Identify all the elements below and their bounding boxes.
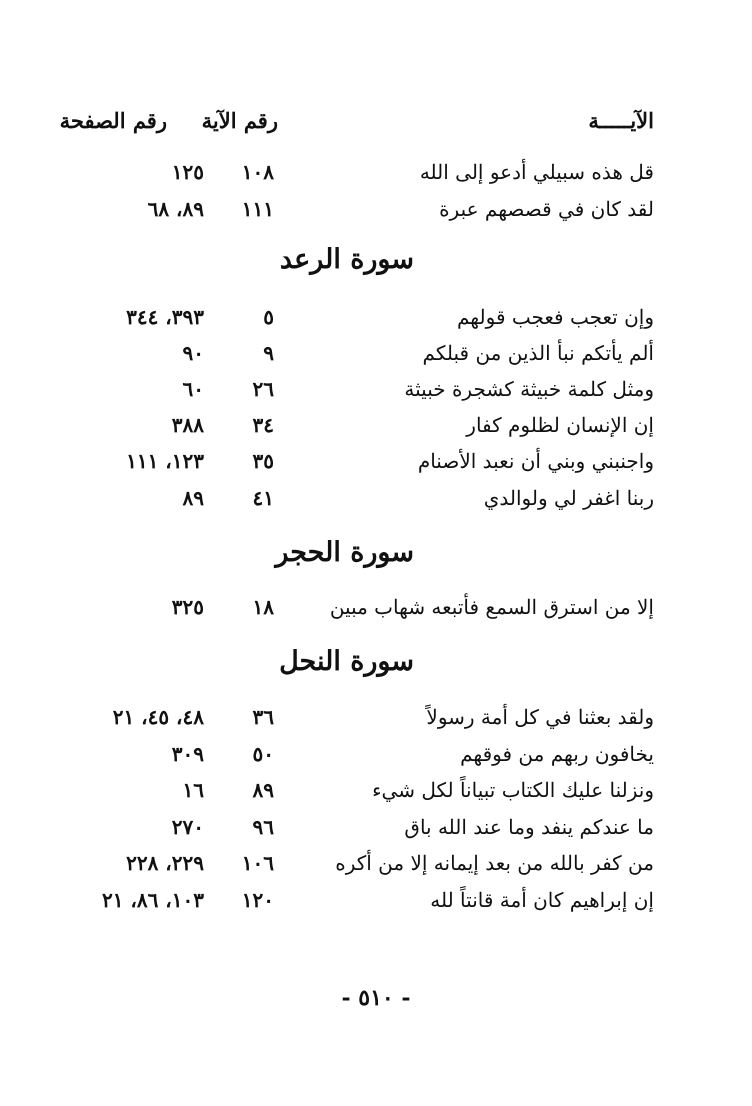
index-row: [0, 737, 752, 771]
verse-text: ونزلنا عليك الكتاب تبياناً لكل شيء: [372, 778, 654, 802]
verse-text: إن الإنسان لظلوم كفار: [466, 413, 654, 437]
surah-title: سورة النحل: [279, 646, 414, 677]
page-numbers: ٣٨٨: [171, 413, 204, 437]
verse-number: ٥: [263, 305, 274, 329]
verse-number: ١٠٨: [241, 160, 274, 184]
verse-text: إن إبراهيم كان أمة قانتاً لله: [430, 888, 654, 912]
verse-text: من كفر بالله من بعد إيمانه إلا من أكره: [335, 851, 654, 875]
index-row: [0, 846, 752, 880]
page-numbers: ١٢٥: [171, 160, 204, 184]
page-numbers: ١٢٣، ١١١: [126, 449, 204, 473]
page-numbers: ٣٢٥: [171, 595, 204, 619]
surah-title: سورة الحجر: [275, 537, 414, 568]
verse-number: ٥٠: [252, 742, 274, 766]
verse-number: ٣٦: [252, 705, 274, 729]
page-numbers: ٨٩: [182, 486, 204, 510]
page-numbers: ٢٢٩، ٢٢٨: [126, 851, 204, 875]
verse-number: ١٨: [252, 595, 274, 619]
index-row: [0, 408, 752, 442]
verse-text: قل هذه سبيلي أدعو إلى الله: [419, 160, 654, 184]
verse-number: ٣٤: [252, 413, 274, 437]
index-row: [0, 590, 752, 624]
index-row: [0, 300, 752, 334]
verse-text: يخافون ربهم من فوقهم: [460, 742, 654, 766]
verse-text: ربنا اغفر لي ولوالدي: [483, 486, 654, 510]
index-row: [0, 810, 752, 844]
verse-text: ولقد بعثنا في كل أمة رسولاً: [426, 705, 654, 729]
index-row: [0, 155, 752, 189]
page-numbers: ٣٠٩: [171, 742, 204, 766]
page-numbers: ٦٠: [182, 377, 204, 401]
page-numbers: ١٠٣، ٨٦، ٢١: [101, 888, 204, 912]
page-numbers: ٢٧٠: [171, 815, 204, 839]
verse-column-label: الآيـــــة: [588, 108, 654, 133]
column-header: [0, 108, 752, 144]
verse-number-column-label: رقم الآية: [201, 108, 278, 133]
index-row: [0, 773, 752, 807]
surah-title: سورة الرعد: [279, 244, 414, 275]
verse-number: ٩٦: [252, 815, 274, 839]
verse-text: وإن تعجب فعجب قولهم: [456, 305, 654, 329]
page-numbers: ٤٨، ٤٥، ٢١: [112, 705, 204, 729]
verse-text: ومثل كلمة خبيثة كشجرة خبيثة: [404, 377, 654, 401]
index-row: [0, 336, 752, 370]
index-row: [0, 700, 752, 734]
verse-number: ٨٩: [252, 778, 274, 802]
index-row: [0, 883, 752, 917]
page-numbers: ١٦: [182, 778, 204, 802]
index-row: [0, 481, 752, 515]
page-numbers: ٩٠: [182, 341, 204, 365]
page-number-column-label: رقم الصفحة: [59, 108, 167, 133]
page-numbers: ٨٩، ٦٨: [147, 197, 204, 221]
verse-number: ١٠٦: [241, 851, 274, 875]
verse-text: لقد كان في قصصهم عبرة: [439, 197, 654, 221]
verse-text: واجنبني وبني أن نعبد الأصنام: [417, 449, 654, 473]
verse-number: ٩: [263, 341, 274, 365]
page-numbers: ٣٩٣، ٣٤٤: [126, 305, 204, 329]
verse-text: ما عندكم ينفد وما عند الله باق: [404, 815, 654, 839]
verse-text: ألم يأتكم نبأ الذين من قبلكم: [422, 341, 654, 365]
index-row: [0, 192, 752, 226]
verse-number: ٣٥: [252, 449, 274, 473]
page-number: - ٥١٠ -: [341, 985, 411, 1011]
verse-number: ٢٦: [252, 377, 274, 401]
index-row: [0, 372, 752, 406]
index-row: [0, 444, 752, 478]
verse-text: إلا من استرق السمع فأتبعه شهاب مبين: [329, 595, 654, 619]
verse-number: ٤١: [252, 486, 274, 510]
verse-number: ١١١: [241, 197, 274, 221]
verse-number: ١٢٠: [241, 888, 274, 912]
